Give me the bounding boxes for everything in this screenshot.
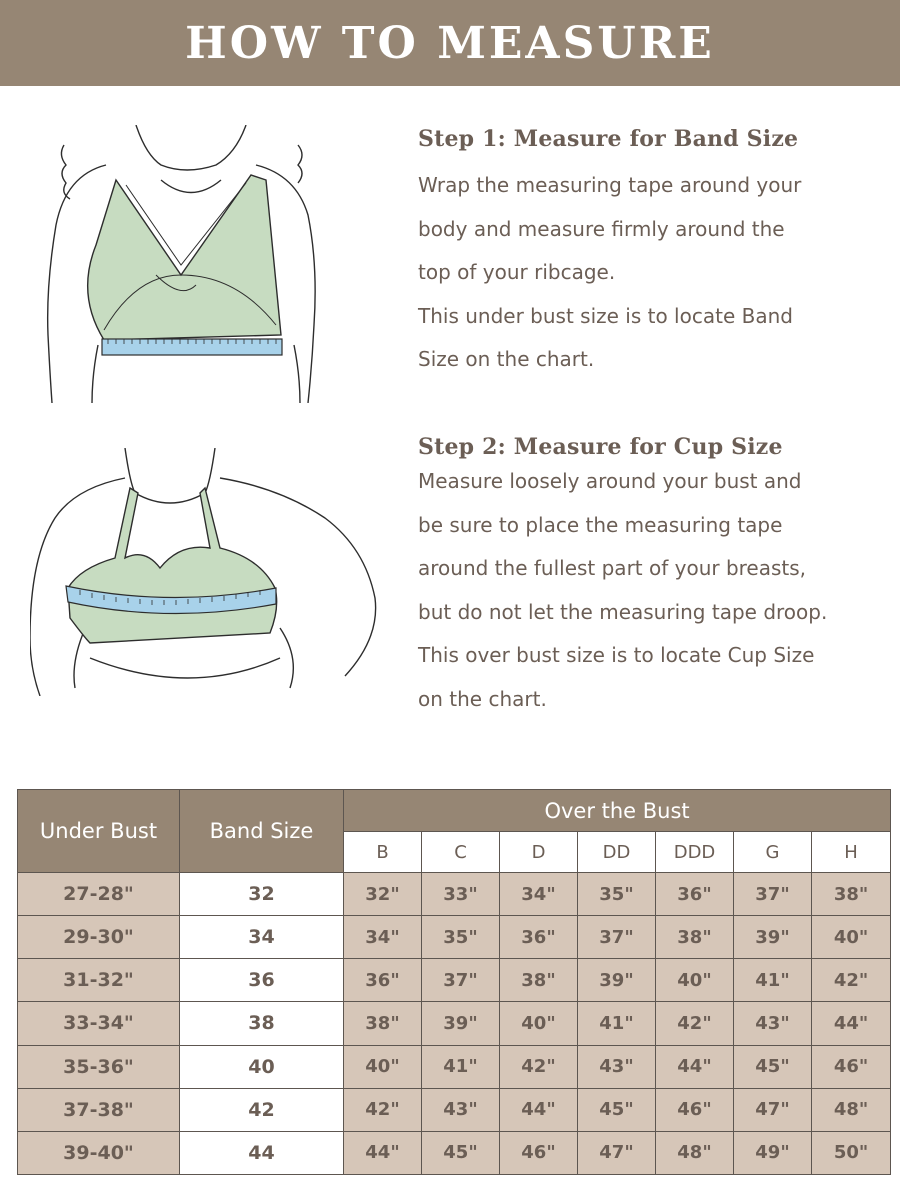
over-bust-cell: 46" [500,1131,578,1174]
over-bust-cell: 40" [344,1045,422,1088]
over-bust-cell: 35" [578,873,656,916]
over-bust-cell: 37" [734,873,812,916]
size-chart-table [17,789,891,1175]
over-bust-cell: 48" [812,1088,891,1131]
over-bust-cell: 39" [578,959,656,1002]
over-bust-cell: 43" [422,1088,500,1131]
over-bust-cell: 39" [734,916,812,959]
over-bust-header: Over the Bust [344,790,891,832]
cup-header: DD [578,832,656,873]
band-measure-illustration-icon [36,125,346,403]
over-bust-cell: 42" [344,1088,422,1131]
over-bust-cell: 45" [734,1045,812,1088]
over-bust-cell: 36" [500,916,578,959]
over-bust-cell: 50" [812,1131,891,1174]
over-bust-cell: 33" [422,873,500,916]
cup-header: B [344,832,422,873]
over-bust-cell: 37" [578,916,656,959]
over-bust-cell: 42" [500,1045,578,1088]
table-row [18,1045,891,1088]
table-row [18,916,891,959]
title-banner [0,0,900,86]
cup-measure-illustration-icon [30,448,386,696]
step-1-section [418,126,888,382]
over-bust-cell: 47" [734,1088,812,1131]
over-bust-cell: 38" [500,959,578,1002]
over-bust-cell: 46" [656,1088,734,1131]
band-size-header: Band Size [180,790,344,873]
over-bust-cell: 38" [344,1002,422,1045]
over-bust-cell: 32" [344,873,422,916]
over-bust-cell: 34" [344,916,422,959]
under-bust-cell: 33-34" [18,1002,180,1045]
over-bust-cell: 35" [422,916,500,959]
over-bust-cell: 40" [656,959,734,1002]
over-bust-cell: 49" [734,1131,812,1174]
over-bust-cell: 44" [500,1088,578,1131]
step-2-body: Measure loosely around your bust and be sure to place the measuring tape around the fullest part of your breasts, but do not let the measuring tape droop. This over bust size is to locate Cup Size on the chart. [418,469,828,711]
over-bust-cell: 43" [578,1045,656,1088]
under-bust-cell: 27-28" [18,873,180,916]
over-bust-cell: 44" [656,1045,734,1088]
band-size-cell: 42 [180,1088,344,1131]
under-bust-cell: 39-40" [18,1131,180,1174]
over-bust-cell: 38" [656,916,734,959]
step-2-section [418,434,888,722]
under-bust-cell: 29-30" [18,916,180,959]
over-bust-cell: 40" [812,916,891,959]
over-bust-cell: 37" [422,959,500,1002]
over-bust-cell: 36" [656,873,734,916]
over-bust-cell: 40" [500,1002,578,1045]
over-bust-cell: 46" [812,1045,891,1088]
over-bust-cell: 38" [812,873,891,916]
band-size-cell: 40 [180,1045,344,1088]
table-row [18,1088,891,1131]
under-bust-cell: 35-36" [18,1045,180,1088]
band-size-cell: 32 [180,873,344,916]
over-bust-cell: 47" [578,1131,656,1174]
over-bust-cell: 36" [344,959,422,1002]
over-bust-cell: 42" [812,959,891,1002]
over-bust-cell: 43" [734,1002,812,1045]
band-size-cell: 44 [180,1131,344,1174]
over-bust-cell: 42" [656,1002,734,1045]
cup-header: D [500,832,578,873]
over-bust-cell: 44" [812,1002,891,1045]
over-bust-cell: 45" [578,1088,656,1131]
cup-header: G [734,832,812,873]
under-bust-cell: 31-32" [18,959,180,1002]
over-bust-cell: 41" [734,959,812,1002]
over-bust-cell: 41" [422,1045,500,1088]
over-bust-cell: 44" [344,1131,422,1174]
step-2-heading: Step 2: Measure for Cup Size [418,434,783,460]
band-size-cell: 36 [180,959,344,1002]
step-1-heading: Step 1: Measure for Band Size [418,126,799,152]
cup-header: DDD [656,832,734,873]
over-bust-cell: 39" [422,1002,500,1045]
table-row [18,1131,891,1174]
band-size-cell: 38 [180,1002,344,1045]
over-bust-cell: 41" [578,1002,656,1045]
step-1-body: Wrap the measuring tape around your body and measure firmly around the top of your ribcage. This under bust size is to locate Band Size on the chart. [418,173,802,372]
table-row [18,1002,891,1045]
over-bust-cell: 34" [500,873,578,916]
table-row [18,959,891,1002]
band-size-cell: 34 [180,916,344,959]
cup-header: H [812,832,891,873]
over-bust-cell: 45" [422,1131,500,1174]
page-title: HOW TO MEASURE [185,17,715,69]
over-bust-cell: 48" [656,1131,734,1174]
cup-header: C [422,832,500,873]
table-row [18,873,891,916]
under-bust-cell: 37-38" [18,1088,180,1131]
under-bust-header: Under Bust [18,790,180,873]
